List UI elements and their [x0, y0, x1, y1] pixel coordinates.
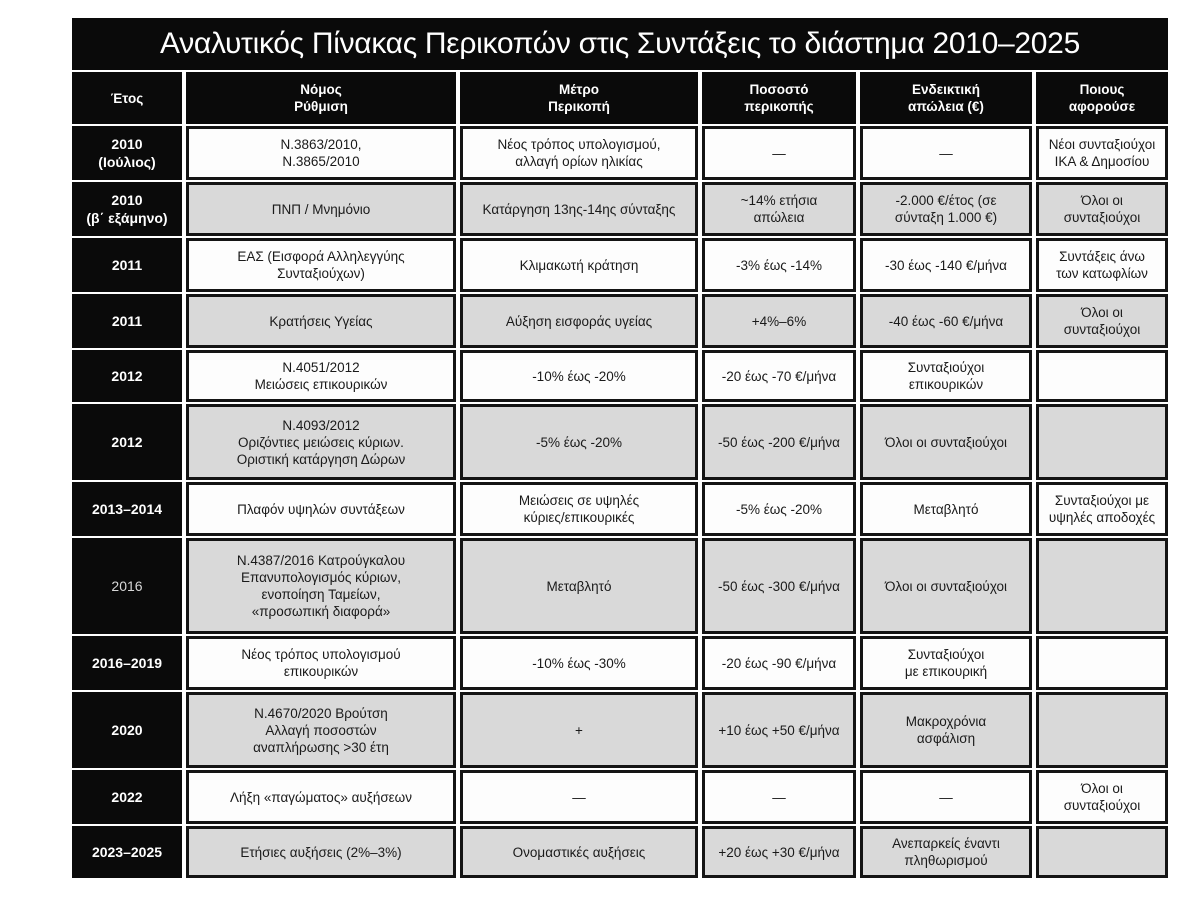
- header-year: Έτος: [72, 72, 182, 124]
- law-cell: Ν.3863/2010, Ν.3865/2010: [186, 126, 456, 180]
- percent-cell: ~14% ετήσια απώλεια: [702, 182, 856, 236]
- measure-cell: Μειώσεις σε υψηλές κύριες/επικουρικές: [460, 482, 698, 536]
- law-cell: ΠΝΠ / Μνημόνιο: [186, 182, 456, 236]
- table-grid: [72, 72, 1168, 878]
- pension-cuts-table: [72, 18, 1168, 878]
- loss-cell: -40 έως -60 €/μήνα: [860, 294, 1032, 348]
- year-cell: 2011: [72, 238, 182, 292]
- law-cell: Κρατήσεις Υγείας: [186, 294, 456, 348]
- who-cell: Όλοι οι συνταξιούχοι: [1036, 182, 1168, 236]
- law-cell: Λήξη «παγώματος» αυξήσεων: [186, 770, 456, 824]
- who-cell: [1036, 636, 1168, 690]
- who-cell: Όλοι οι συνταξιούχοι: [1036, 294, 1168, 348]
- table-title: Αναλυτικός Πίνακας Περικοπών στις Συντάξεις το διάστημα 2010–2025: [72, 18, 1168, 70]
- loss-cell: Όλοι οι συνταξιούχοι: [860, 404, 1032, 480]
- who-cell: [1036, 692, 1168, 768]
- percent-cell: —: [702, 126, 856, 180]
- year-cell: 2020: [72, 692, 182, 768]
- header-who: Ποιους αφορούσε: [1036, 72, 1168, 124]
- year-cell: 2022: [72, 770, 182, 824]
- percent-cell: -20 έως -90 €/μήνα: [702, 636, 856, 690]
- measure-cell: —: [460, 770, 698, 824]
- loss-cell: Όλοι οι συνταξιούχοι: [860, 538, 1032, 634]
- measure-cell: Μεταβλητό: [460, 538, 698, 634]
- who-cell: [1036, 538, 1168, 634]
- who-cell: [1036, 350, 1168, 402]
- loss-cell: —: [860, 126, 1032, 180]
- percent-cell: +20 έως +30 €/μήνα: [702, 826, 856, 878]
- year-cell: 2023–2025: [72, 826, 182, 878]
- loss-cell: —: [860, 770, 1032, 824]
- law-cell: ΕΑΣ (Εισφορά Αλληλεγγύης Συνταξιούχων): [186, 238, 456, 292]
- measure-cell: +: [460, 692, 698, 768]
- law-cell: Ν.4093/2012 Οριζόντιες μειώσεις κύριων. Οριστική κατάργηση Δώρων: [186, 404, 456, 480]
- loss-cell: Συνταξιούχοι με επικουρική: [860, 636, 1032, 690]
- loss-cell: Συνταξιούχοι επικουρικών: [860, 350, 1032, 402]
- who-cell: Συνταξιούχοι με υψηλές αποδοχές: [1036, 482, 1168, 536]
- percent-cell: -50 έως -300 €/μήνα: [702, 538, 856, 634]
- measure-cell: -5% έως -20%: [460, 404, 698, 480]
- measure-cell: Ονομαστικές αυξήσεις: [460, 826, 698, 878]
- year-cell: 2013–2014: [72, 482, 182, 536]
- percent-cell: -50 έως -200 €/μήνα: [702, 404, 856, 480]
- who-cell: Συντάξεις άνω των κατωφλίων: [1036, 238, 1168, 292]
- percent-cell: -3% έως -14%: [702, 238, 856, 292]
- header-percent: Ποσοστό περικοπής: [702, 72, 856, 124]
- measure-cell: -10% έως -30%: [460, 636, 698, 690]
- header-law: Νόμος Ρύθμιση: [186, 72, 456, 124]
- header-measure: Μέτρο Περικοπή: [460, 72, 698, 124]
- law-cell: Ν.4670/2020 Βρούτση Αλλαγή ποσοστών αναπλήρωσης >30 έτη: [186, 692, 456, 768]
- law-cell: Πλαφόν υψηλών συντάξεων: [186, 482, 456, 536]
- who-cell: [1036, 826, 1168, 878]
- measure-cell: Κλιμακωτή κράτηση: [460, 238, 698, 292]
- percent-cell: +10 έως +50 €/μήνα: [702, 692, 856, 768]
- measure-cell: Νέος τρόπος υπολογισμού, αλλαγή ορίων ηλικίας: [460, 126, 698, 180]
- who-cell: Όλοι οι συνταξιούχοι: [1036, 770, 1168, 824]
- percent-cell: -5% έως -20%: [702, 482, 856, 536]
- measure-cell: -10% έως -20%: [460, 350, 698, 402]
- measure-cell: Κατάργηση 13ης-14ης σύνταξης: [460, 182, 698, 236]
- law-cell: Ετήσιες αυξήσεις (2%–3%): [186, 826, 456, 878]
- who-cell: [1036, 404, 1168, 480]
- measure-cell: Αύξηση εισφοράς υγείας: [460, 294, 698, 348]
- who-cell: Νέοι συνταξιούχοι ΙΚΑ & Δημοσίου: [1036, 126, 1168, 180]
- year-cell: 2012: [72, 350, 182, 402]
- law-cell: Ν.4387/2016 Κατρούγκαλου Επανυπολογισμός κύριων, ενοποίηση Ταμείων, «προσωπική διαφορά»: [186, 538, 456, 634]
- percent-cell: —: [702, 770, 856, 824]
- year-cell: 2012: [72, 404, 182, 480]
- law-cell: Ν.4051/2012 Μειώσεις επικουρικών: [186, 350, 456, 402]
- year-cell: 2010 (β΄ εξάμηνο): [72, 182, 182, 236]
- loss-cell: Μακροχρόνια ασφάλιση: [860, 692, 1032, 768]
- law-cell: Νέος τρόπος υπολογισμού επικουρικών: [186, 636, 456, 690]
- percent-cell: +4%–6%: [702, 294, 856, 348]
- header-loss: Ενδεικτική απώλεια (€): [860, 72, 1032, 124]
- loss-cell: Ανεπαρκείς έναντι πληθωρισμού: [860, 826, 1032, 878]
- loss-cell: -2.000 €/έτος (σε σύνταξη 1.000 €): [860, 182, 1032, 236]
- year-cell: 2010 (Ιούλιος): [72, 126, 182, 180]
- loss-cell: -30 έως -140 €/μήνα: [860, 238, 1032, 292]
- loss-cell: Μεταβλητό: [860, 482, 1032, 536]
- year-cell: 2016–2019: [72, 636, 182, 690]
- year-cell: 2016: [72, 538, 182, 634]
- percent-cell: -20 έως -70 €/μήνα: [702, 350, 856, 402]
- year-cell: 2011: [72, 294, 182, 348]
